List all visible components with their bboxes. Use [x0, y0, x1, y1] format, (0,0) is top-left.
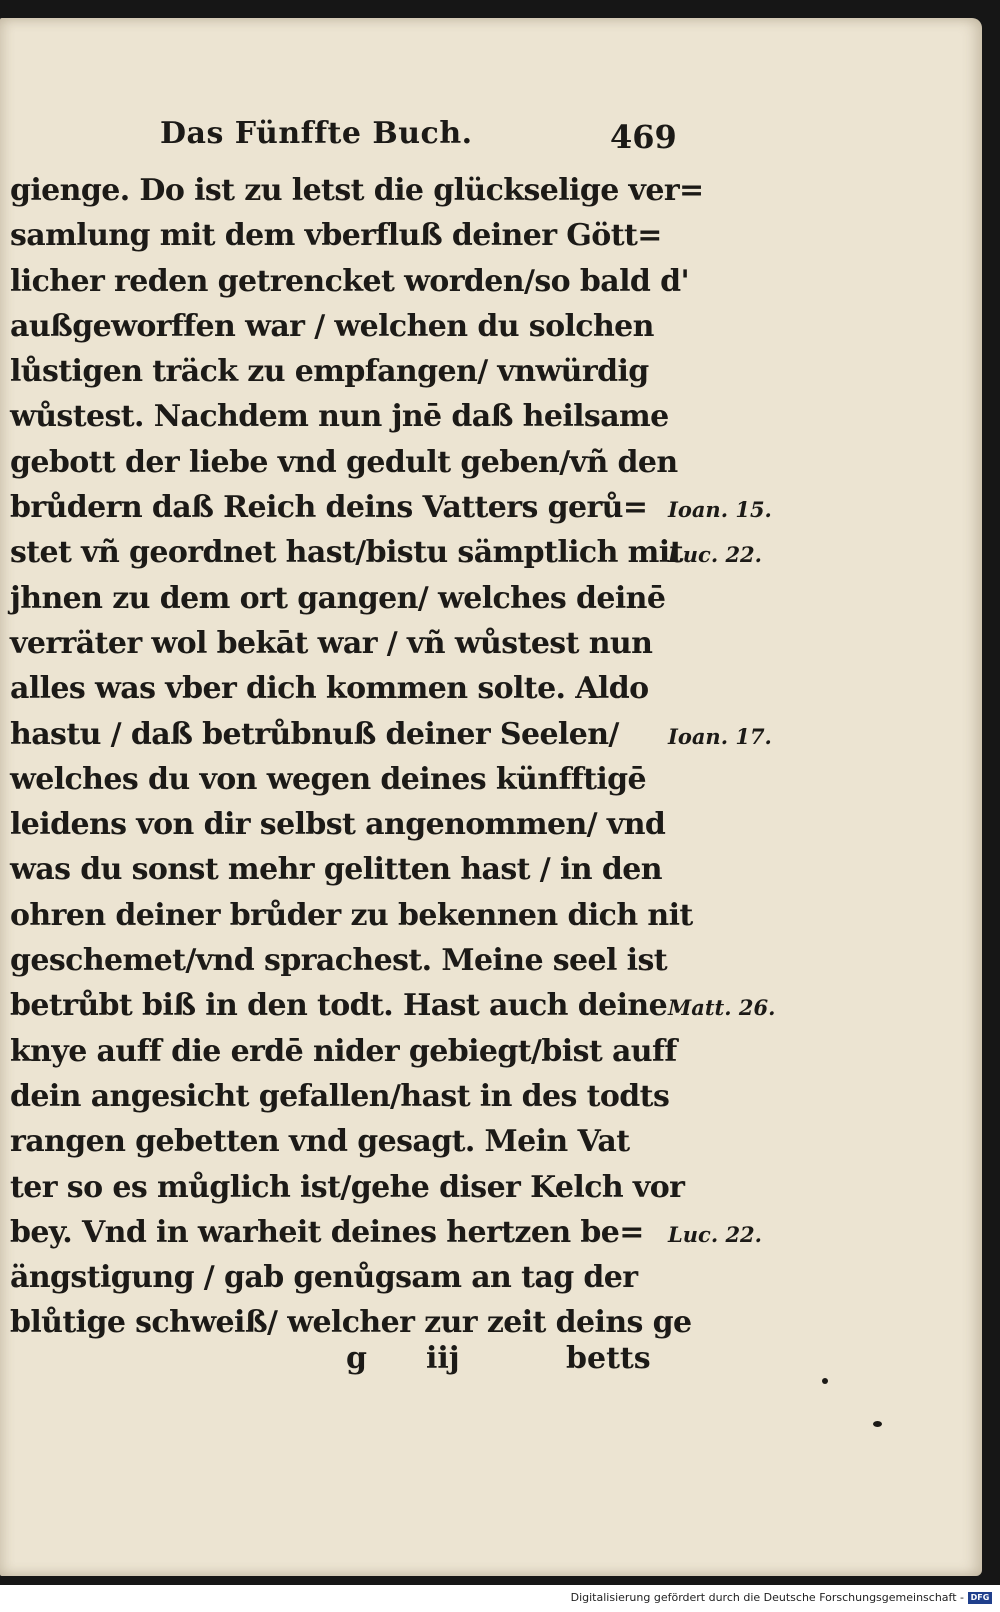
text-line: dein angesicht gefallen/hast in des todts	[10, 1078, 670, 1114]
text-line: was du sonst mehr gelitten hast / in den	[10, 852, 662, 888]
body-text	[10, 168, 704, 1346]
text-line: außgeworffen war / welchen du solchen	[10, 308, 654, 344]
text-line: geschemet/vnd sprachest. Meine seel ist	[10, 943, 668, 979]
signature-mark: g	[346, 1341, 367, 1376]
marginal-note: Ioan. 17.	[668, 723, 772, 749]
dfg-logo: DFG	[968, 1592, 992, 1604]
ink-speck	[873, 1421, 882, 1427]
marginal-note: Luc. 22.	[668, 1221, 762, 1247]
text-line: knye auff die erdē nider gebiegt/bist auff	[10, 1033, 677, 1069]
text-line: ängstigung / gab genůgsam an tag der	[10, 1260, 638, 1296]
text-line: alles was vber dich kommen solte. Aldo	[10, 671, 649, 707]
text-line: hastu / daß betrůbnuß deiner Seelen/	[10, 716, 619, 752]
text-line: brůdern daß Reich deins Vatters gerů=	[10, 490, 648, 526]
ink-speck	[822, 1378, 828, 1384]
text-line: leidens von dir selbst angenommen/ vnd	[10, 807, 666, 843]
text-line: rangen gebetten vnd gesagt. Mein Vat	[10, 1124, 630, 1160]
text-line: ter so es můglich ist/gehe diser Kelch vor	[10, 1169, 685, 1205]
text-line: verräter wol bekāt war / vñ wůstest nun	[10, 625, 653, 661]
catchword: betts	[566, 1341, 651, 1376]
book-page	[0, 18, 982, 1576]
text-line: samlung mit dem vberfluß deiner Gött=	[10, 218, 662, 254]
text-line: bey. Vnd in warheit deines hertzen be=	[10, 1214, 644, 1250]
text-line: lůstigen träck zu empfangen/ vnwürdig	[10, 354, 649, 390]
text-line: ohren deiner brůder zu bekennen dich nit	[10, 897, 693, 933]
marginal-note: Ioan. 15.	[668, 497, 772, 523]
text-line: blůtige schweiß/ welcher zur zeit deins ge	[10, 1305, 692, 1341]
text-line: licher reden getrencket worden/so bald d'	[10, 263, 690, 299]
digitization-credit	[571, 1591, 992, 1604]
marginal-note: Luc. 22.	[668, 542, 762, 568]
page-number: 469	[610, 118, 677, 156]
text-line: gienge. Do ist zu letst die glückselige ver=	[10, 173, 704, 208]
text-line: jhnen zu dem ort gangen/ welches deinē	[10, 580, 666, 616]
credit-text: Digitalisierung gefördert durch die Deutsche Forschungsgemeinschaft -	[570, 1591, 964, 1604]
text-line: wůstest. Nachdem nun jnē daß heilsame	[10, 399, 669, 435]
running-head: Das Fünffte Buch.	[160, 116, 473, 151]
text-line: gebott der liebe vnd gedult geben/vñ den	[10, 444, 678, 480]
text-line: stet vñ geordnet hast/bistu sämptlich mit	[10, 535, 683, 571]
text-line: betrůbt biß in den todt. Hast auch deine	[10, 988, 668, 1024]
text-line: welches du von wegen deines künfftigē	[10, 761, 646, 797]
marginal-note: Matt. 26.	[668, 995, 776, 1021]
signature-number: iij	[426, 1341, 460, 1376]
